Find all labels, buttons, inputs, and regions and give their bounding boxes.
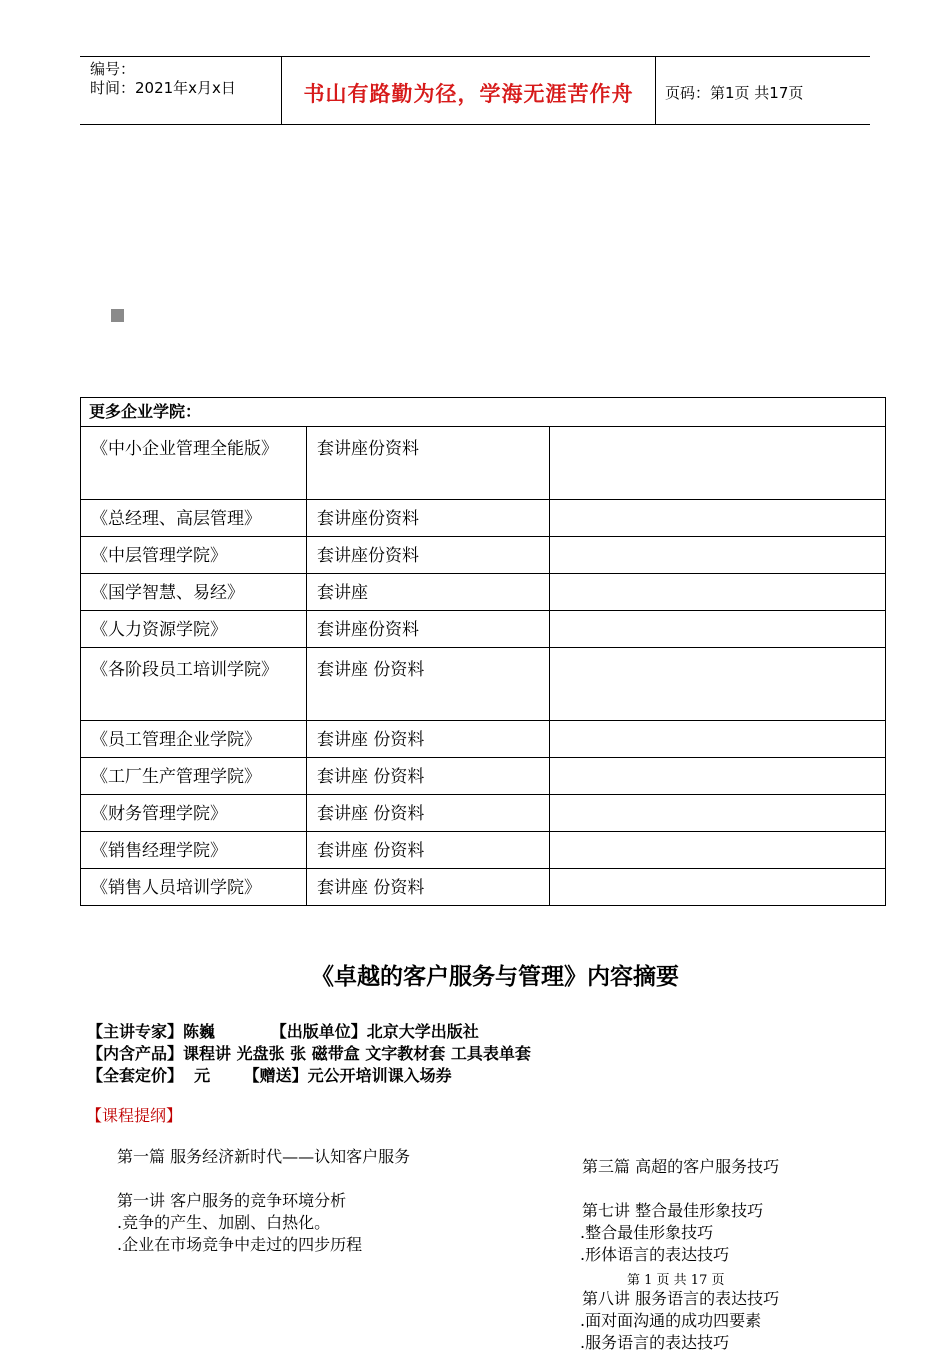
course-extra [550,427,886,500]
course-name: 《销售经理学院》 [81,832,307,869]
course-name: 《员工管理企业学院》 [81,721,307,758]
table-row [81,537,886,574]
course-table-heading: 更多企业学院： [81,398,886,427]
course-content: 套讲座 份资料 [307,869,550,906]
course-extra [550,574,886,611]
header-bottom-rule [80,124,870,125]
outline-right-item: .面对面沟通的成功四要素 [580,1311,762,1330]
summary-price-line: 【全套定价】 元 【赠送】元公开培训课入场券 [87,1066,452,1085]
outline-right-item: .服务语言的表达技巧 [580,1333,730,1352]
course-table [80,397,886,906]
outline-right-lecture-title: 第七讲 整合最佳形象技巧 [582,1201,764,1220]
course-content: 套讲座份资料 [307,427,550,500]
course-name: 《财务管理学院》 [81,795,307,832]
course-extra [550,611,886,648]
header-divider [655,56,656,125]
course-content: 套讲座 份资料 [307,795,550,832]
course-extra [550,648,886,721]
course-extra [550,758,886,795]
course-extra [550,721,886,758]
course-extra [550,869,886,906]
course-name: 《工厂生产管理学院》 [81,758,307,795]
course-content: 套讲座 份资料 [307,721,550,758]
header-motto: 书山有路勤为径，学海无涯苦作舟 [303,81,634,106]
footer-page-number: 第 1 页 共 17 页 [627,1273,725,1288]
course-content: 套讲座份资料 [307,611,550,648]
summary-title: 《卓越的客户服务与管理》内容摘要 [311,964,679,990]
course-extra [550,500,886,537]
table-row [81,795,886,832]
table-row [81,611,886,648]
outline-right-part-title: 第三篇 高超的客户服务技巧 [582,1157,780,1176]
table-row [81,427,886,500]
course-content: 套讲座份资料 [307,537,550,574]
summary-expert-line: 【主讲专家】陈巍 【出版单位】北京大学出版社 [87,1022,479,1041]
document-number-label: 编号： [90,60,136,78]
table-row [81,648,886,721]
table-row [81,832,886,869]
outline-left-part-title: 第一篇 服务经济新时代——认知客户服务 [117,1147,411,1166]
outline-left-item: .竞争的产生、加剧、白热化。 [117,1213,331,1232]
outline-left-lecture-title: 第一讲 客户服务的竞争环境分析 [117,1191,347,1210]
header-meta [90,60,236,98]
bullet-square-icon [111,309,124,322]
outline-right-item: .形体语言的表达技巧 [580,1245,730,1264]
course-content: 套讲座份资料 [307,500,550,537]
header-top-rule [80,56,870,57]
table-row [81,869,886,906]
course-name: 《人力资源学院》 [81,611,307,648]
course-content: 套讲座 份资料 [307,832,550,869]
course-extra [550,832,886,869]
course-extra [550,795,886,832]
course-content: 套讲座 [307,574,550,611]
outline-right-lecture-title: 第八讲 服务语言的表达技巧 [582,1289,780,1308]
course-content: 套讲座 份资料 [307,758,550,795]
outline-left-item: .企业在市场竞争中走过的四步历程 [117,1235,363,1254]
outline-label: 【课程提纲】 [86,1106,183,1125]
course-name: 《中小企业管理全能版》 [81,427,307,500]
table-row [81,721,886,758]
course-content: 套讲座 份资料 [307,648,550,721]
header-page-info: 页码：第1页 共17页 [665,84,804,102]
summary-products-line: 【内含产品】课程讲 光盘张 张 磁带盒 文字教材套 工具表单套 [87,1044,531,1063]
course-extra [550,537,886,574]
course-name: 《销售人员培训学院》 [81,869,307,906]
course-name: 《国学智慧、易经》 [81,574,307,611]
course-name: 《中层管理学院》 [81,537,307,574]
course-name: 《总经理、高层管理》 [81,500,307,537]
table-row [81,574,886,611]
document-time: 时间：2021年x月x日 [90,79,236,97]
table-row [81,758,886,795]
course-name: 《各阶段员工培训学院》 [81,648,307,721]
outline-right-item: .整合最佳形象技巧 [580,1223,714,1242]
table-row [81,500,886,537]
